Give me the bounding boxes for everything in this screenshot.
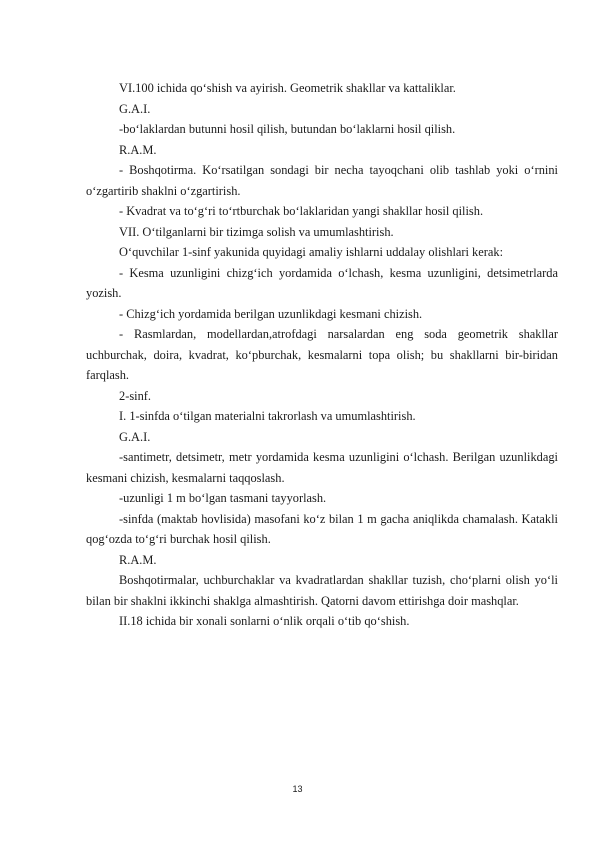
subsection-label: R.A.M. bbox=[119, 552, 157, 567]
section-heading: II.18 ichida bir xonali sonlarni oʻnlik orqali oʻtib qoʻshish. bbox=[119, 614, 410, 628]
paragraph: Boshqotirmalar, uchburchaklar va kvadratlardan shakllar tuzish, choʻplarni olish yoʻli bilan bir shaklni ikkinchi shaklga almashtirish. Qatorni davom ettirishga doir mashqlar. bbox=[86, 573, 558, 608]
paragraph: Oʻquvchilar 1-sinf yakunida quyidagi amaliy ishlarni uddalay olishlari kerak: bbox=[119, 245, 504, 259]
subsection-label: G.A.I. bbox=[119, 429, 151, 444]
document-body bbox=[86, 78, 558, 632]
list-item: -sinfda (maktab hovlisida) masofani koʻz bilan 1 m gacha aniqlikda chamalash. Katakli qogʻozda toʻgʻri burchak hosil qilish. bbox=[86, 511, 558, 546]
page-number: 13 bbox=[292, 784, 303, 794]
grade-heading: 2-sinf. bbox=[119, 388, 152, 403]
list-item: -uzunligi 1 m boʻlgan tasmani tayyorlash. bbox=[119, 491, 327, 505]
section-heading: VII. Oʻtilganlarni bir tizimga solish va umumlashtirish. bbox=[119, 224, 394, 239]
list-item: -boʻlaklardan butunni hosil qilish, butundan boʻlaklarni hosil qilish. bbox=[119, 122, 456, 136]
subsection-label: R.A.M. bbox=[119, 142, 157, 157]
list-item: - Boshqotirma. Koʻrsatilgan sondagi bir necha tayoqchani olib tashlab yoki oʻrnini oʻzgartirib shaklni oʻzgartirish. bbox=[86, 163, 558, 198]
list-item: - Chizgʻich yordamida berilgan uzunlikdagi kesmani chizish. bbox=[119, 306, 423, 321]
list-item: - Kvadrat va toʻgʻri toʻrtburchak boʻlaklaridan yangi shakllar hosil qilish. bbox=[119, 204, 484, 218]
list-item: - Rasmlardan, modellardan,atrofdagi narsalardan eng soda geometrik shakllar uchburchak, doira, kvadrat, koʻpburchak, kesmalarni topa olish; bu shakllarni bir-biridan farqlash. bbox=[86, 327, 558, 382]
list-item: -santimetr, detsimetr, metr yordamida kesma uzunligini oʻlchash. Berilgan uzunlikdagi kesmani chizish, kesmalarni taqqoslash. bbox=[86, 450, 558, 485]
section-heading: I. 1-sinfda oʻtilgan materialni takrorlash va umumlashtirish. bbox=[119, 409, 416, 423]
subsection-label: G.A.I. bbox=[119, 101, 151, 116]
list-item: - Kesma uzunligini chizgʻich yordamida oʻlchash, kesma uzunligini, detsimetrlarda yozish. bbox=[86, 265, 558, 300]
section-heading: VI.100 ichida qoʻshish va ayirish. Geometrik shakllar va kattaliklar. bbox=[119, 81, 456, 95]
